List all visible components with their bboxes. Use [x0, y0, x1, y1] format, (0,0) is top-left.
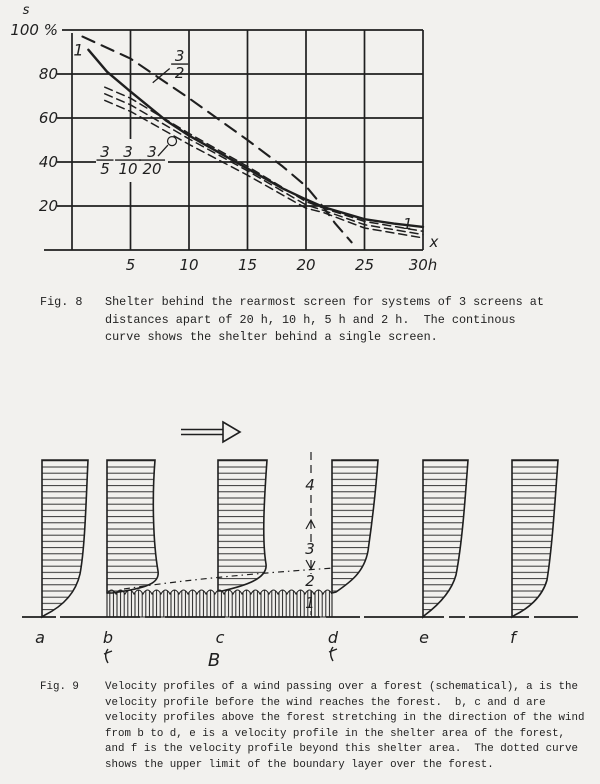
fig9-caption-text [105, 680, 584, 774]
fraction-denominator: 5 [100, 160, 110, 179]
curve-label: 1 [73, 40, 84, 60]
wind-arrow-icon [181, 422, 240, 442]
fraction-numerator: 3 [147, 143, 157, 162]
x-tick-label: 10 [179, 256, 199, 274]
fraction-numerator: 3 [123, 143, 133, 162]
y-tick-label: 40 [38, 153, 58, 171]
height-scale-label: 2 [305, 572, 315, 590]
velocity-profile-e [423, 460, 468, 617]
velocity-profile-a [42, 460, 88, 617]
curve-1 [88, 50, 423, 227]
fraction-denominator: 10 [118, 160, 138, 179]
leader-circle [168, 137, 177, 146]
profile-label-f: f [510, 628, 516, 647]
fig8-shelter-chart [0, 0, 460, 292]
x-tick-label: 30h [408, 256, 438, 274]
fraction-numerator: 3 [100, 143, 110, 162]
caption-line: velocity profile before the wind reaches the forest. b, c and d are [105, 696, 546, 709]
caption-line: velocity profiles above the forest stretching in the direction of the wind [105, 712, 585, 725]
forest-edge-mark [104, 649, 112, 663]
x-tick-label: 5 [125, 256, 136, 274]
caption-line: and f is the velocity profile beyond this shelter area. The dotted curve [105, 743, 578, 756]
fig8-caption [40, 294, 544, 347]
y-tick-label: 100 % [10, 21, 58, 39]
y-tick-label: 60 [38, 109, 58, 127]
velocity-profile-b [107, 460, 158, 593]
x-tick-label: 20 [296, 256, 316, 274]
caption-line: shows the upper limit of the boundary layer over the forest. [105, 758, 494, 771]
fraction-denominator: 20 [142, 160, 162, 179]
height-scale-label: 4 [305, 476, 315, 494]
y-axis-letter: s [22, 3, 30, 18]
x-axis-letter: x [429, 233, 439, 251]
y-tick-label: 20 [38, 197, 58, 215]
forest-edge-mark [329, 647, 337, 661]
caption-line: distances apart of 20 h, 10 h, 5 h and 2 h. The continous [105, 312, 516, 327]
forest-span-label: B [207, 650, 221, 671]
fig9-caption-label: Fig. 9 [40, 681, 79, 693]
caption-line: Shelter behind the rearmost screen for systems of 3 screens at [105, 295, 544, 309]
fig9-velocity-profiles-diagram [0, 402, 600, 678]
caption-line: curve shows the shelter behind a single screen. [105, 330, 438, 344]
height-scale-label: 1 [305, 594, 315, 612]
forest-canopy [107, 590, 332, 617]
fig8-caption-label: Fig. 8 [40, 295, 83, 309]
fraction-numerator: 3 [174, 47, 185, 66]
fraction-denominator: 2 [174, 64, 185, 83]
profile-label-b: b [102, 628, 114, 647]
velocity-profile-f [512, 460, 558, 617]
caption-line: from b to d, e is a velocity profile in the shelter area of the forest, [105, 727, 566, 740]
height-scale-label: 3 [305, 540, 315, 558]
profile-label-c: c [215, 628, 225, 647]
velocity-profile-c [218, 460, 267, 591]
fig8-caption-text [105, 294, 544, 347]
profile-label-a: a [35, 628, 45, 647]
x-tick-label: 15 [237, 256, 258, 274]
y-tick-label: 80 [38, 65, 58, 83]
velocity-profile-d [332, 460, 378, 593]
caption-line: Velocity profiles of a wind passing over a forest (schematical), a is the [105, 681, 578, 693]
x-tick-label: 25 [354, 256, 375, 274]
curve-label: 1 [403, 215, 413, 234]
profile-label-d: d [327, 628, 339, 647]
profile-label-e: e [419, 628, 429, 647]
fig9-caption [40, 680, 584, 774]
